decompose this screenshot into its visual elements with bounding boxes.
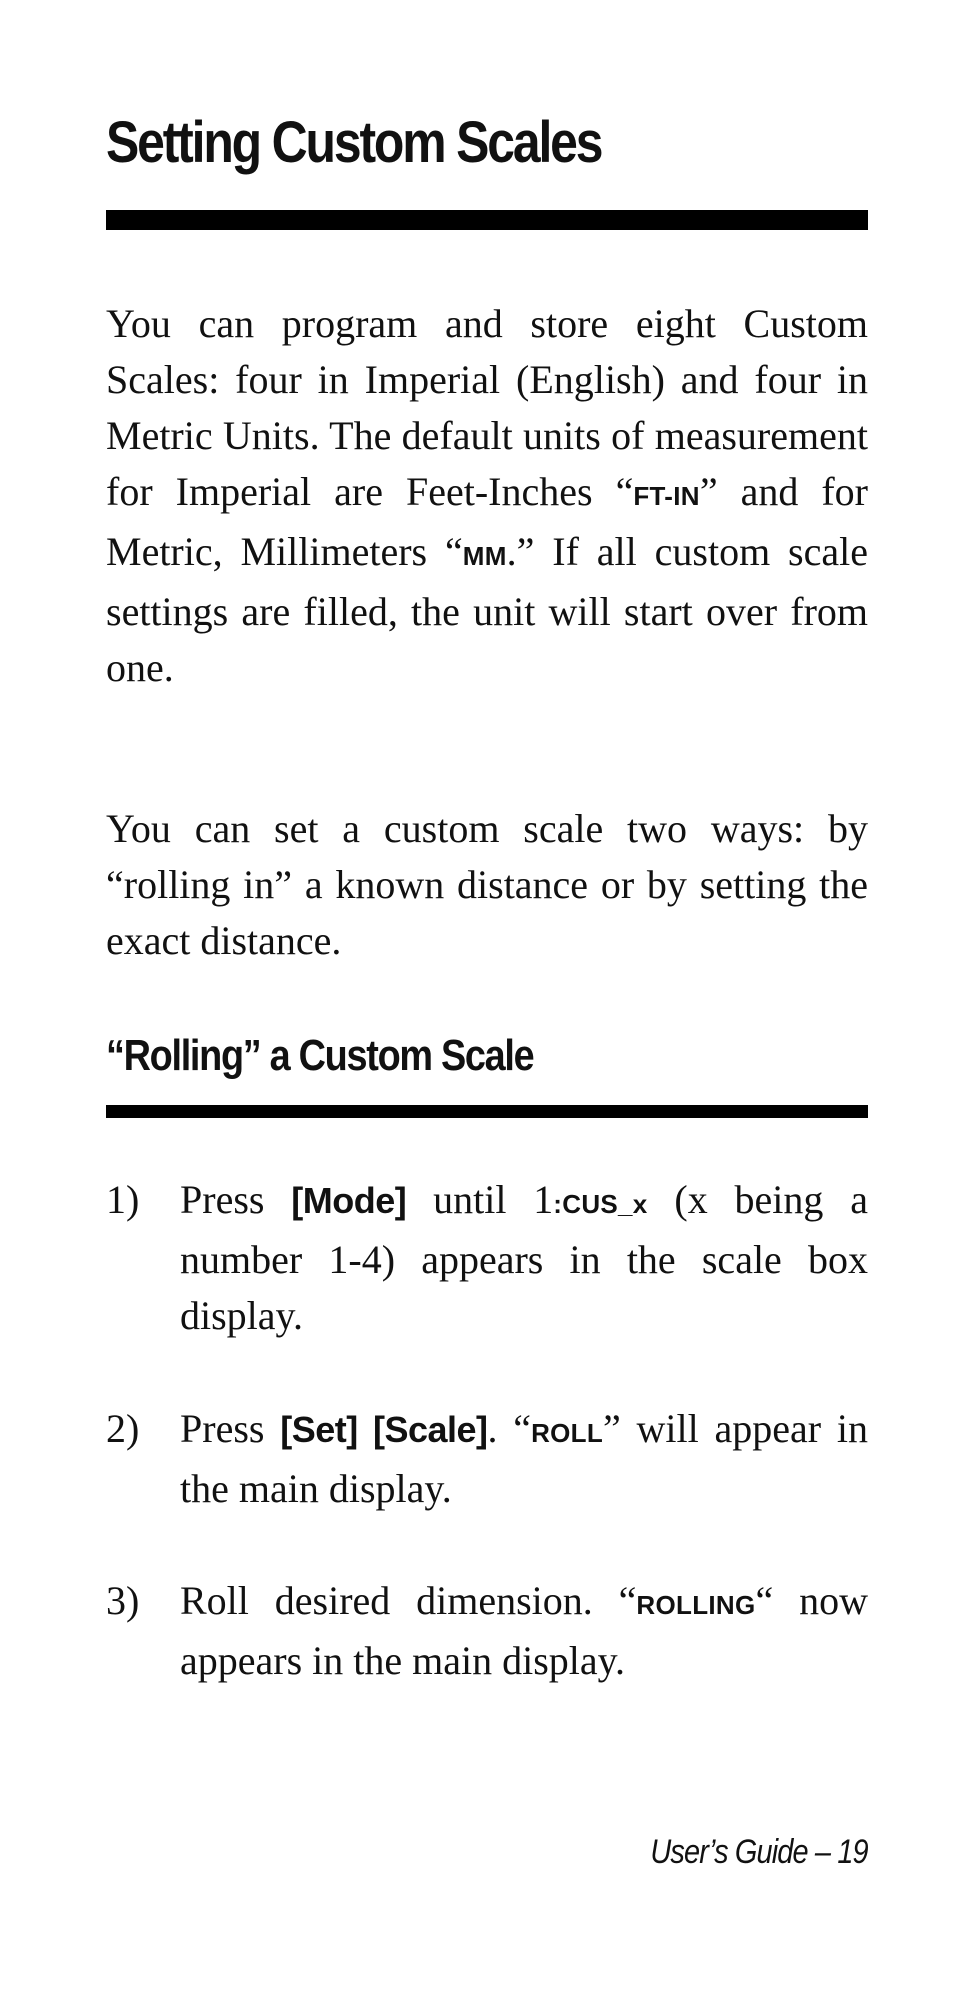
display-code-cus: :CUS_x [553, 1189, 648, 1219]
step-text-part: Press [180, 1177, 292, 1222]
display-code-ft-in: FT-IN [633, 481, 700, 511]
display-code-roll: ROLL [531, 1418, 604, 1448]
page-footer: User’s Guide – 19 [650, 1833, 868, 1871]
step-text-part: ” will appear in the main display. [180, 1406, 868, 1511]
section-rule [106, 1105, 868, 1118]
step-text-part: until 1 [406, 1177, 554, 1222]
intro-text-a: You can program and store eight Custom Scales: four in Imperial (English) and four in Metric Units. The default units of measurement for Imperial are Feet-Inches “ [106, 301, 868, 514]
section-heading-rolling: “Rolling” a Custom Scale [106, 1031, 534, 1080]
step-number: 2) [106, 1406, 140, 1451]
step-text [180, 1172, 868, 1344]
steps-list [106, 1172, 868, 1689]
step-number: 1) [106, 1177, 140, 1222]
step-text [180, 1401, 868, 1517]
step-text-part: . “ [487, 1406, 532, 1451]
intro-paragraph-2: You can set a custom scale two ways: by “rolling in” a known distance or by setting the exact distance. [106, 806, 868, 963]
step-item-2 [106, 1401, 868, 1517]
display-code-mm: MM [462, 541, 507, 571]
step-text-part: “ now appears in the main display. [180, 1578, 868, 1683]
intro-paragraph-1 [106, 296, 868, 696]
step-item-3 [106, 1573, 868, 1689]
page-title: Setting Custom Scales [106, 110, 602, 175]
step-text [180, 1573, 868, 1689]
display-code-rolling: ROLLING [636, 1590, 756, 1620]
intro-text-c: .” If all custom scale settings are filled, the unit will start over from one. [106, 529, 868, 690]
step-text-part: Roll desired dimension. “ [180, 1578, 637, 1623]
title-rule [106, 210, 868, 230]
intro-text-b: ” and for Metric, Millimeters “ [106, 469, 868, 574]
key-mode: [Mode] [291, 1180, 407, 1221]
step-item-1 [106, 1172, 868, 1344]
key-set-scale: [Set] [Scale] [280, 1409, 488, 1450]
manual-page [106, 0, 868, 2006]
step-text-part: Press [180, 1406, 281, 1451]
step-text-part: (x being a number 1-4) appears in the scale box display. [180, 1177, 869, 1338]
step-number: 3) [106, 1578, 140, 1623]
